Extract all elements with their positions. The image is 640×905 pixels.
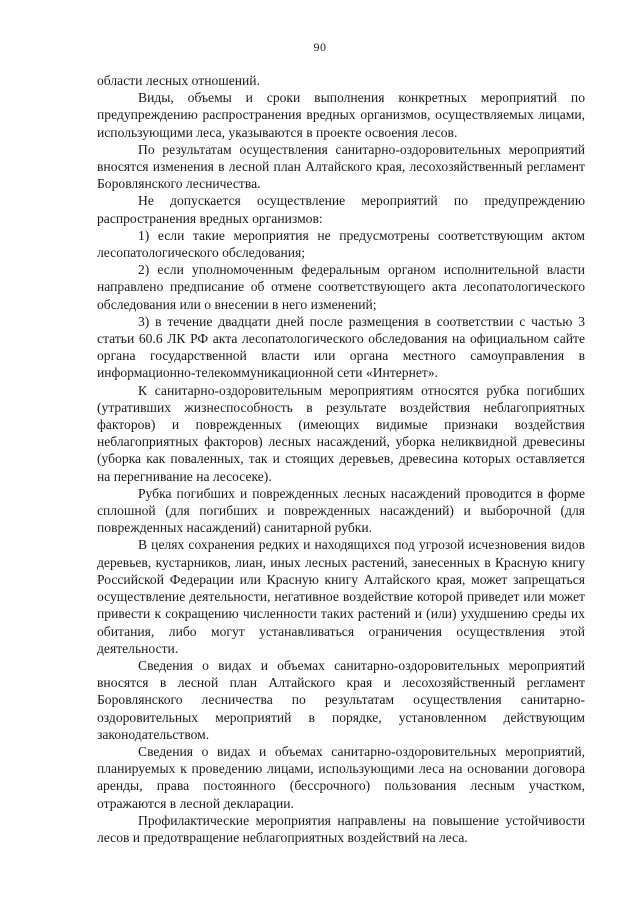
paragraph: Не допускается осуществление мероприятий по предупреждению распространения вредных организмов: [97,193,585,226]
list-item: 1) если такие мероприятия не предусмотрены соответствующим актом лесопатологического обследования; [97,227,585,261]
paragraph: Рубка погибших и поврежденных лесных насаждений проводится в форме сплошной (для погибших и поврежденных насаждений) и выборочной (для поврежденных насаждений) санитарной рубки. [97,485,585,536]
list-item: 3) в течение двадцати дней после размещения в соответствии с частью 3 статьи 60.6 ЛК РФ акта лесопатологического обследования на официальном сайте органа государственной власти или органа местного самоуправления в информационно-телекоммуникационной сети «Интернет». [97,313,585,381]
paragraph: По результатам осуществления санитарно-оздоровительных мероприятий вносятся изменения в лесной план Алтайского края, лесохозяйственный регламент Боровлянского лесничества. [97,141,585,192]
list-item: 2) если уполномоченным федеральным органом исполнительной власти направлено предписание об отмене соответствующего акта лесопатологического обследования или о внесении в него изменений; [97,262,585,312]
paragraph: Сведения о видах и объемах санитарно-оздоровительных мероприятий, планируемых к проведению лицами, использующими леса на основании договора аренды, права постоянного (бессрочного) пользования лесным участком, отражаются в лесной декларации. [97,743,585,811]
paragraph: В целях сохранения редких и находящихся под угрозой исчезновения видов деревьев, кустарников, лиан, иных лесных растений, занесенных в Красную книгу Российской Федерации или Красную книгу Алтайского края, может запрещаться осуществление деятельности, негативное воздействие которой приведет или может привести к сокращению численности таких растений и (или) ухудшению среды их обитания, либо могут устанавливаться ограничения осуществления этой деятельности. [97,537,585,656]
paragraph: Профилактические мероприятия направлены на повышение устойчивости лесов и предотвращение неблагоприятных воздействий на леса. [97,812,585,845]
paragraph: Сведения о видах и объемах санитарно-оздоровительных мероприятий вносятся в лесной план Алтайского края и лесохозяйственный регламент Боровлянского лесничества по результатам осуществления санитарно-оздоровительных мероприятий в порядке, установленном действующим законодательством. [97,657,585,742]
body-text [97,72,585,846]
paragraph: Виды, объемы и сроки выполнения конкретных мероприятий по предупреждению распространения вредных организмов, осуществляемых лицами, использующими леса, указываются в проекте освоения лесов. [97,90,585,140]
paragraph: области лесных отношений. [97,73,260,88]
page-number: 90 [313,40,327,54]
paragraph: К санитарно-оздоровительным мероприятиям относятся рубка погибших (утративших жизнеспособность в результате воздействия неблагоприятных факторов) и поврежденных (имеющих видимые признаки воздействия неблагоприятных факторов) лесных насаждений, уборка неликвидной древесины (уборка как поваленных, так и стоящих деревьев, древесина которых оставляется на перегнивание на лесосеке). [97,382,585,484]
